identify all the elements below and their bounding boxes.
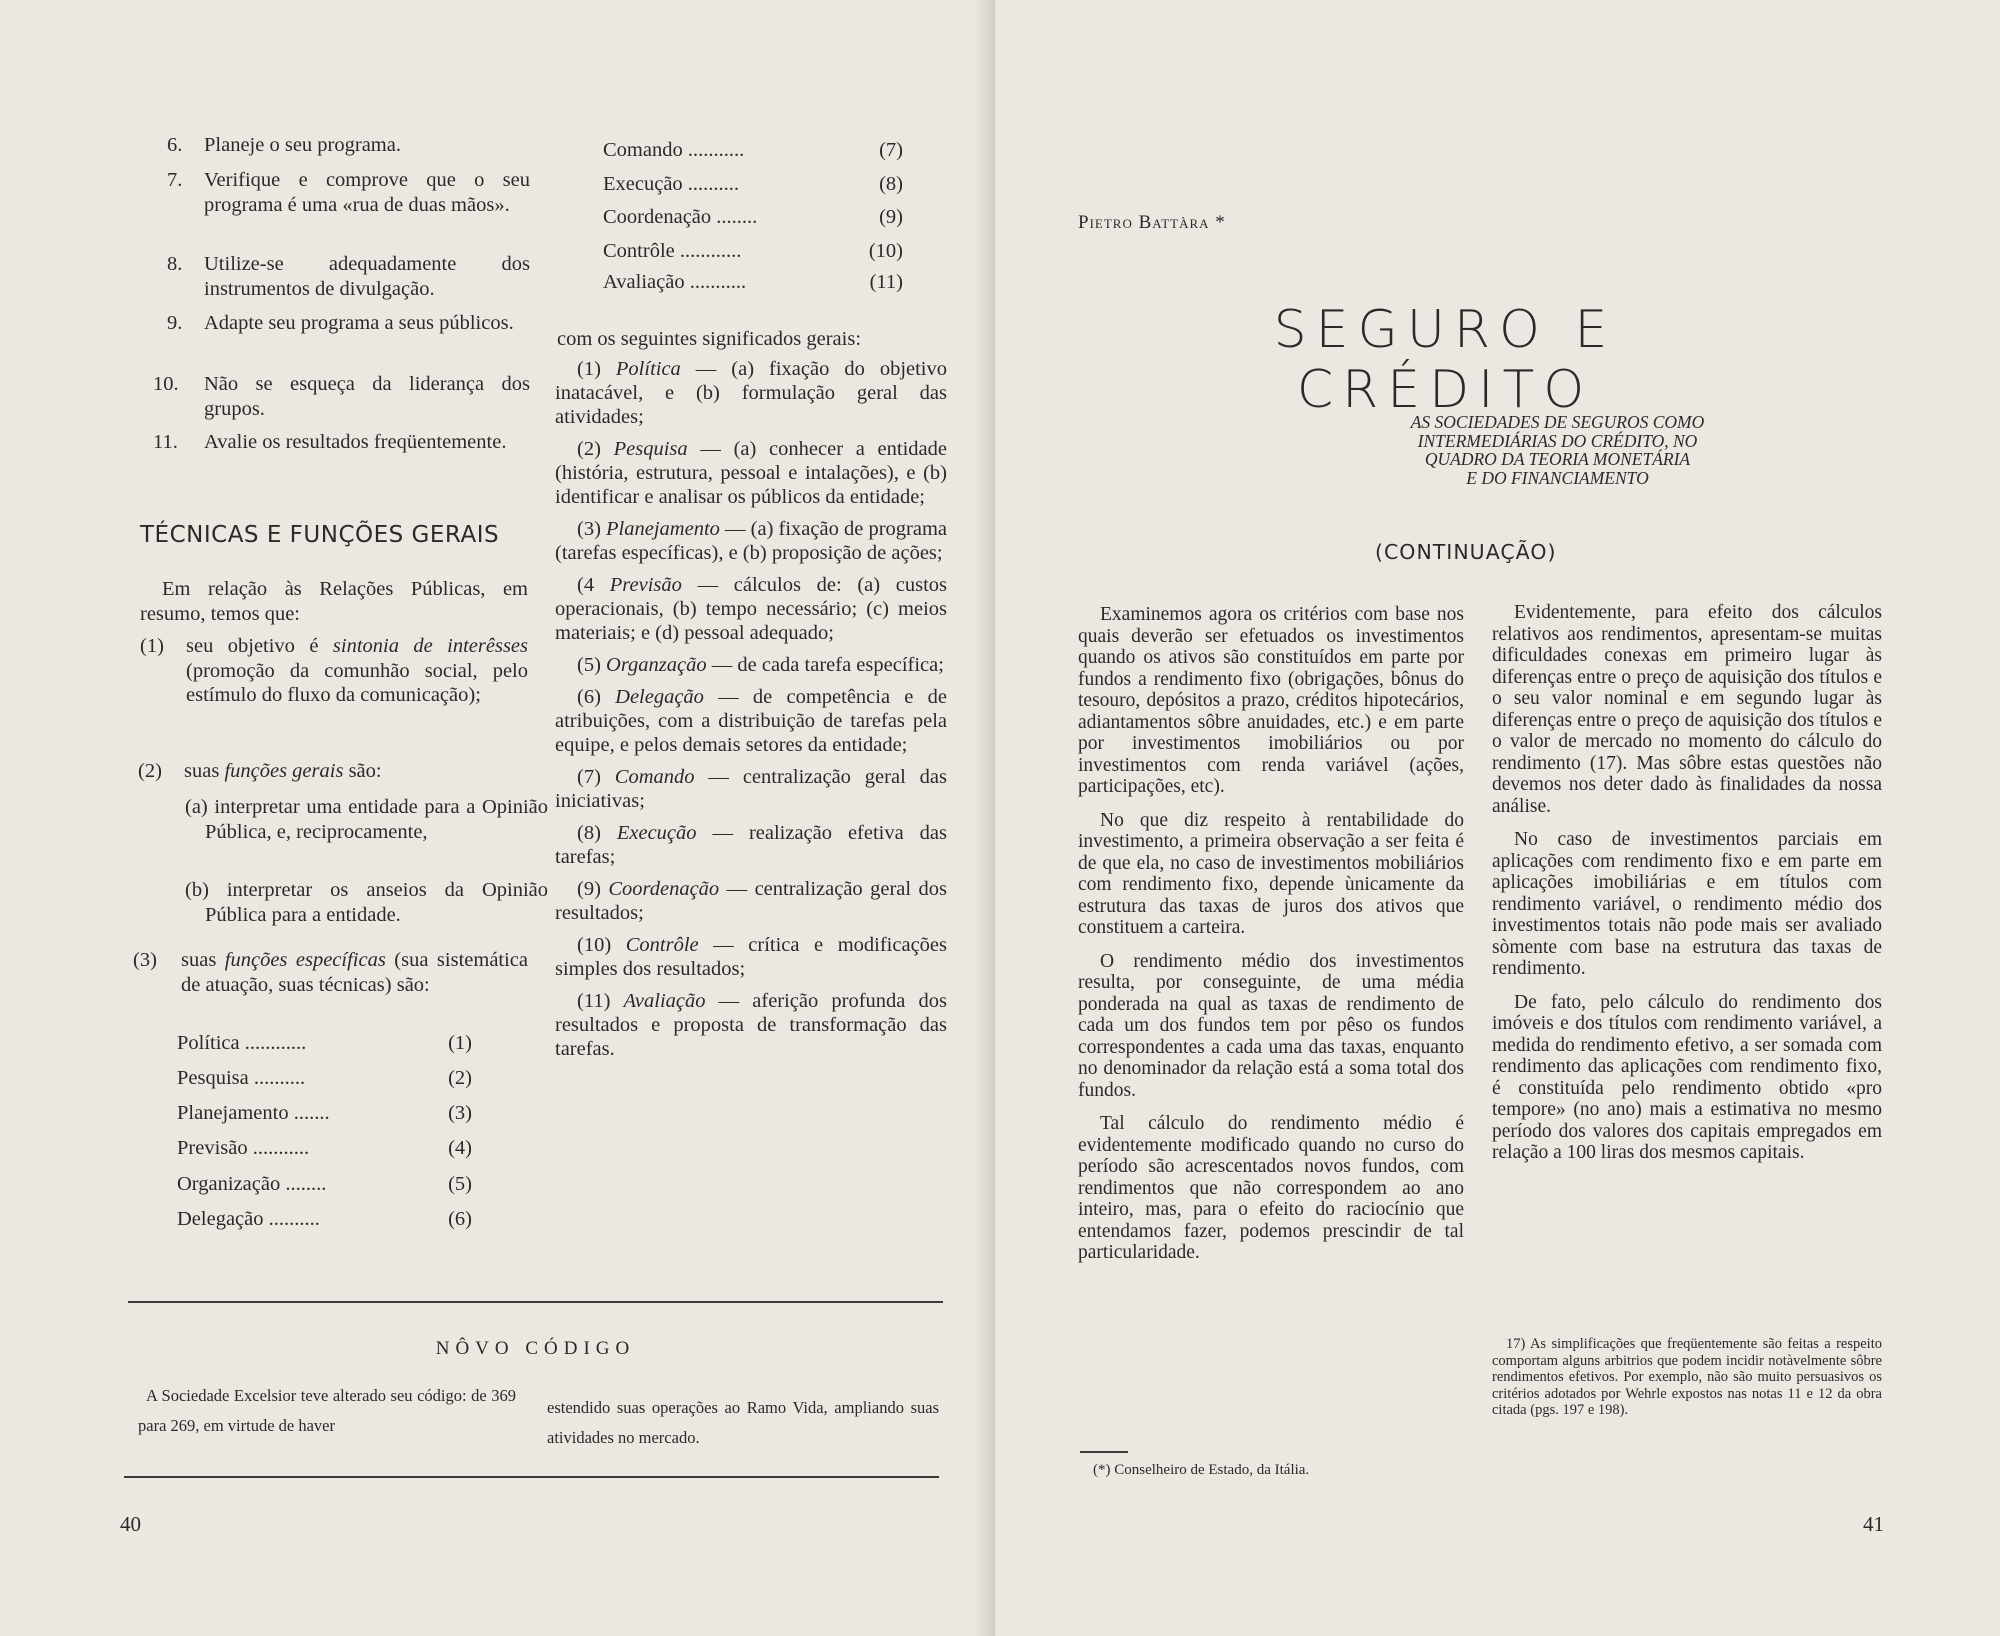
list-item-text: Adapte seu programa a seus públicos.: [204, 312, 514, 334]
function-point-2: (2) suas funções gerais são:: [138, 760, 382, 782]
list-item: Delegação .......... (6): [177, 1208, 472, 1230]
list-item: 6. Planeje o seu programa.: [170, 133, 530, 158]
list-item: Política ............ (1): [177, 1032, 472, 1054]
article-subtitle: AS SOCIEDADES DE SEGUROS COMO INTERMEDIÁRIAS DO CRÉDITO, NO QUADRO DA TEORIA MONETÁRIA E DO FINANCIAMENTO: [1410, 412, 1705, 488]
list-item: Execução .......... (8): [603, 173, 903, 195]
continuation-label: (CONTINUAÇÃO): [1375, 540, 1557, 564]
list-item: (11) Avaliação — aferição profunda dos resultados e proposta de transformação das tarefas.: [555, 990, 947, 1060]
list-item: 9. Adapte seu programa a seus públicos.: [170, 311, 530, 336]
paragraph: No caso de investimentos parciais em aplicações com rendimento fixo e em parte em aplicações imobiliárias e em títulos com rendimento variável, o rendimento médio dos investimentos totais não pode mais ser avaliado sòmente com base na estrutura das taxas de rendimento.: [1492, 829, 1882, 979]
list-item: Contrôle ............ (10): [603, 240, 903, 262]
author-name: Pietro Battàra *: [1078, 212, 1226, 233]
function-point-2b: (b) interpretar os anseios da Opinião Pública para a entidade.: [185, 879, 548, 926]
meanings-intro: com os seguintes significados gerais:: [557, 328, 862, 350]
list-item: 7. Verifique e comprove que o seu programa é uma «rua de duas mãos».: [167, 169, 530, 216]
article-title: SEGURO E CRÉDITO: [1273, 300, 1617, 420]
list-item: Planejamento ....... (3): [177, 1102, 472, 1124]
article-column-2: [1492, 602, 1882, 1176]
list-item: (1) Política — (a) fixação do objetivo inatacável, e (b) formulação geral das atividades;: [555, 358, 948, 428]
footnote-rule: [1080, 1451, 1128, 1453]
list-item: Previsão ........... (4): [177, 1137, 472, 1159]
left-page: [0, 0, 995, 1636]
list-item: Comando ........... (7): [603, 139, 903, 161]
list-item: (5) Organzação — de cada tarefa específica;: [577, 654, 944, 676]
list-item: (9) Coordenação — centralização geral dos resultados;: [555, 878, 947, 924]
list-item: (2) Pesquisa — (a) conhecer a entidade (história, estrutura, pessoal e intalações), e (b) identificar e analisar os públicos da entidade;: [555, 438, 947, 508]
author-footnote: (*) Conselheiro de Estado, da Itália.: [1093, 1462, 1310, 1478]
box-top-rule: [128, 1301, 943, 1303]
list-item: 11. Avalie os resultados freqüentemente.: [170, 430, 530, 455]
box-text-right: estendido suas operações ao Ramo Vida, ampliando suas atividades no mercado.: [547, 1398, 939, 1447]
list-item: (10) Contrôle — crítica e modificações simples dos resultados;: [555, 934, 947, 980]
paragraph: No que diz respeito à rentabilidade do investimento, a primeira observação a ser feita é de que ela, no caso de investimentos mobiliários com rendimento fixo, depende ùnicamente da estrutura das taxas de juros dos ativos que constituem a carteira.: [1078, 809, 1464, 938]
box-bottom-rule: [124, 1476, 939, 1478]
list-item: Pesquisa .......... (2): [177, 1067, 472, 1089]
reference-footnote: 17) As simplificações que freqüentemente são feitas a respeito comportam alguns arbitrios que podem incidir notàvelmente sôbre rendimentos efetivos. Por exemplo, não são muito persuasivos os critérios adotados por Wehrle expostos nas notas 11 e 12 da obra citada (pgs. 197 e 198).: [1492, 1336, 1882, 1418]
function-point-2a: (a) interpretar uma entidade para a Opinião Pública, e, reciprocamente,: [185, 796, 548, 843]
article-column-1: [1078, 604, 1464, 1276]
intro-paragraph: Em relação às Relações Públicas, em resumo, temos que:: [140, 578, 528, 625]
list-item: Coordenação ........ (9): [603, 206, 903, 228]
list-item: (4 Previsão — cálculos de: (a) custos operacionais, (b) tempo necessário; (c) meios materiais; e (d) pessoal adequado;: [555, 574, 948, 644]
list-item: 10. Não se esqueça da liderança dos grupos.: [153, 373, 530, 420]
list-item-text: Verifique e comprove que o seu programa é uma «rua de duas mãos».: [204, 169, 530, 216]
paragraph: Tal cálculo do rendimento médio é evidentemente modificado quando no curso do período são acrescentados novos fundos, com rendimentos que não correspondem ao ano inteiro, mas, para o efeito do raciocínio que entendamos fazer, podemos prescindir de tal particularidade.: [1078, 1113, 1464, 1263]
paragraph: O rendimento médio dos investimentos resulta, por conseguinte, de uma média ponderada na qual as taxas de rendimento de cada um dos fundos tem por pêso os fundos correspondentes a cada uma das taxas, enquanto no denominador da relação está a soma total dos fundos.: [1078, 950, 1464, 1101]
list-item: Avaliação ........... (11): [603, 271, 903, 293]
function-point-3: (3) suas funções específicas (sua sistemática de atuação, suas técnicas) são:: [133, 949, 529, 996]
page-number: 41: [1863, 1512, 1884, 1536]
list-item: (6) Delegação — de competência e de atribuições, com a distribuição de tarefas pela equipe, e pelos demais setores da entidade;: [555, 686, 947, 756]
paragraph: Evidentemente, para efeito dos cálculos relativos aos rendimentos, apresentam-se muitas dificuldades conexas em primeiro lugar às diferenças entre o preço de aquisição dos títulos e o seu valor nominal e em segundo lugar às diferenças entre o preço de aquisição dos títulos e o valor de mercado no momento do cálculo do rendimento (17). Mas sôbre estas questões não devemos nos deter dado às finalidades da nossa análise.: [1492, 602, 1882, 817]
list-item-text: Avalie os resultados freqüentemente.: [204, 431, 507, 453]
list-item: (3) Planejamento — (a) fixação de programa (tarefas específicas), e (b) proposição de ações;: [555, 518, 947, 564]
paragraph: De fato, pelo cálculo do rendimento dos imóveis e dos títulos com rendimento variável, a medida do rendimento efetivo, a ser somada com rendimento das aplicações com rendimento fixo, é constituída pelo rendimento obtido «pro tempore» (no ano) mais a estimativa no mesmo período dos valores dos capitais empregados em relação a 100 liras dos mesmos capitais.: [1492, 991, 1882, 1163]
function-point-1: (1) seu objetivo é sintonia de interêsses (promoção da comunhão social, pelo estímulo do fluxo da comunicação);: [140, 635, 528, 706]
list-item: (8) Execução — realização efetiva das tarefas;: [555, 822, 947, 868]
meanings-list: [555, 357, 947, 1069]
list-item-text: Utilize-se adequadamente dos instrumentos de divulgação.: [204, 253, 530, 300]
right-page: [995, 0, 2000, 1636]
list-item: Organização ........ (5): [177, 1173, 472, 1195]
list-item-text: Não se esqueça da liderança dos grupos.: [204, 373, 530, 420]
page-number: 40: [120, 1512, 141, 1536]
list-item: 8. Utilize-se adequadamente dos instrumentos de divulgação.: [167, 253, 530, 300]
list-item: (7) Comando — centralização geral das iniciativas;: [555, 766, 947, 812]
section-heading: TÉCNICAS E FUNÇÕES GERAIS: [140, 522, 500, 548]
list-item-text: Planeje o seu programa.: [204, 134, 401, 156]
box-title: NÔVO CÓDIGO: [435, 1338, 636, 1359]
paragraph: Examinemos agora os critérios com base nos quais deverão ser efetuados os investimentos quando os ativos são constituídos em parte por fundos a rendimento fixo (obrigações, bônus do tesouro, depósitos a prazo, créditos hipotecários, adiantamentos sôbre anuidades, etc.) e em parte por investimentos imobiliários ou por investimentos com renda variável (ações, participações, etc).: [1078, 604, 1464, 797]
box-text-left: A Sociedade Excelsior teve alterado seu código: de 369 para 269, em virtude de haver: [138, 1386, 516, 1435]
